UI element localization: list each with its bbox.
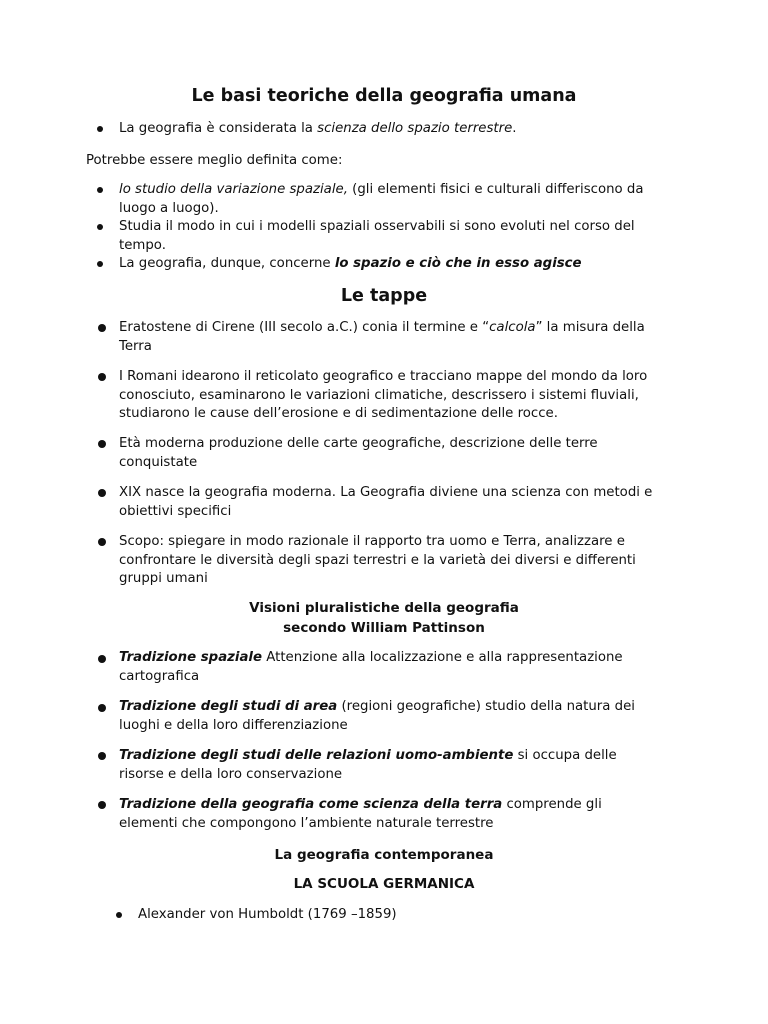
bullet-icon bbox=[98, 538, 106, 546]
bullet-icon bbox=[97, 126, 103, 132]
bullet-icon bbox=[98, 752, 106, 760]
def3-bold-italic: lo spazio e ciò che in esso agisce bbox=[334, 256, 582, 271]
intro-suffix: . bbox=[512, 121, 517, 136]
trad3-line2: risorse e della loro conservazione bbox=[119, 766, 343, 782]
humboldt-item: Alexander von Humboldt (1769 –1859) bbox=[138, 907, 397, 922]
trad1-title: Tradizione spaziale bbox=[119, 650, 263, 665]
document-title: Le basi teoriche della geografia umana bbox=[191, 86, 577, 106]
intro-bullet-text bbox=[119, 120, 699, 139]
definition-item-3 bbox=[119, 255, 699, 274]
intro-italic: scienza dello spazio terrestre bbox=[317, 121, 513, 136]
tappe-item-1 bbox=[119, 319, 699, 356]
trad2-rest: (regioni geografiche) studio della natura dei bbox=[337, 699, 635, 714]
trad4-rest: comprende gli bbox=[502, 797, 602, 812]
tappe5-line3: gruppi umani bbox=[119, 571, 208, 587]
definition-lead: Potrebbe essere meglio definita come: bbox=[86, 153, 343, 168]
trad4-title: Tradizione della geografia come scienza della terra bbox=[119, 797, 503, 812]
tappe4-line1: XIX nasce la geografia moderna. La Geografia diviene una scienza con metodi e bbox=[119, 485, 653, 500]
bullet-icon bbox=[98, 373, 106, 381]
bullet-icon bbox=[98, 440, 106, 448]
def3-prefix: La geografia, dunque, concerne bbox=[119, 256, 335, 271]
tradizione-item-2 bbox=[119, 698, 699, 735]
bullet-icon bbox=[97, 224, 103, 230]
intro-prefix: La geografia è considerata la bbox=[119, 121, 318, 136]
bullet-icon bbox=[98, 324, 106, 332]
section-heading-tappe: Le tappe bbox=[340, 286, 428, 306]
def1-italic: lo studio della variazione spaziale, bbox=[119, 182, 348, 197]
def2-line2: tempo. bbox=[119, 237, 166, 253]
bullet-icon bbox=[97, 261, 103, 267]
trad4-line2: elementi che compongono l’ambiente naturale terrestre bbox=[119, 815, 494, 831]
def1-line2: luogo a luogo). bbox=[119, 200, 219, 216]
trad3-title: Tradizione degli studi delle relazioni uomo-ambiente bbox=[119, 748, 514, 763]
tappe-item-2 bbox=[119, 368, 699, 424]
def1-rest: (gli elementi fisici e culturali differiscono da bbox=[347, 182, 644, 197]
bullet-icon bbox=[98, 489, 106, 497]
bullet-icon bbox=[98, 655, 106, 663]
definition-item-2 bbox=[119, 218, 699, 255]
tradizione-item-1 bbox=[119, 649, 699, 686]
trad3-rest: si occupa delle bbox=[513, 748, 617, 763]
definition-item-1 bbox=[119, 181, 699, 218]
tappe1-italic: calcola bbox=[489, 320, 536, 335]
bullet-icon bbox=[98, 704, 106, 712]
tappe2-line2: conosciuto, esaminarono le variazioni climatiche, descrissero i sistemi fluviali, bbox=[119, 387, 639, 403]
tradizione-item-3 bbox=[119, 747, 699, 784]
scuola-germanica-heading: LA SCUOLA GERMANICA bbox=[293, 876, 475, 892]
tappe4-line2: obiettivi specifici bbox=[119, 503, 232, 519]
tappe3-line2: conquistate bbox=[119, 454, 198, 470]
tappe-item-5 bbox=[119, 533, 699, 589]
tradizione-item-4 bbox=[119, 796, 699, 833]
trad2-title: Tradizione degli studi di area bbox=[119, 699, 338, 714]
tappe5-line1: Scopo: spiegare in modo razionale il rapporto tra uomo e Terra, analizzare e bbox=[119, 534, 625, 549]
def2-line1: Studia il modo in cui i modelli spaziali osservabili si sono evoluti nel corso del bbox=[119, 219, 635, 234]
tappe3-line1: Età moderna produzione delle carte geografiche, descrizione delle terre bbox=[119, 436, 598, 451]
tappe1-line2: Terra bbox=[119, 338, 152, 354]
visioni-heading-line1: Visioni pluralistiche della geografia bbox=[249, 600, 519, 616]
tappe-item-3 bbox=[119, 435, 699, 472]
bullet-icon bbox=[98, 801, 106, 809]
tappe1-b: ” la misura della bbox=[535, 320, 645, 335]
trad1-line2: cartografica bbox=[119, 668, 200, 684]
tappe2-line3: studiarono le cause dell’erosione e di sedimentazione delle rocce. bbox=[119, 406, 558, 422]
tappe1-a: Eratostene di Cirene (III secolo a.C.) conia il termine e “ bbox=[119, 320, 490, 335]
tappe-item-4 bbox=[119, 484, 699, 521]
visioni-heading-line2: secondo William Pattinson bbox=[283, 620, 485, 636]
bullet-icon bbox=[116, 912, 122, 918]
trad2-line2: luoghi e della loro differenziazione bbox=[119, 717, 348, 733]
tappe5-line2: confrontare le diversità degli spazi terrestri e la varietà dei diversi e differenti bbox=[119, 552, 636, 568]
trad1-rest: Attenzione alla localizzazione e alla rappresentazione bbox=[262, 650, 623, 665]
contemporanea-heading: La geografia contemporanea bbox=[274, 847, 494, 863]
tappe2-line1: I Romani idearono il reticolato geografico e tracciano mappe del mondo da loro bbox=[119, 369, 648, 384]
bullet-icon bbox=[97, 187, 103, 193]
